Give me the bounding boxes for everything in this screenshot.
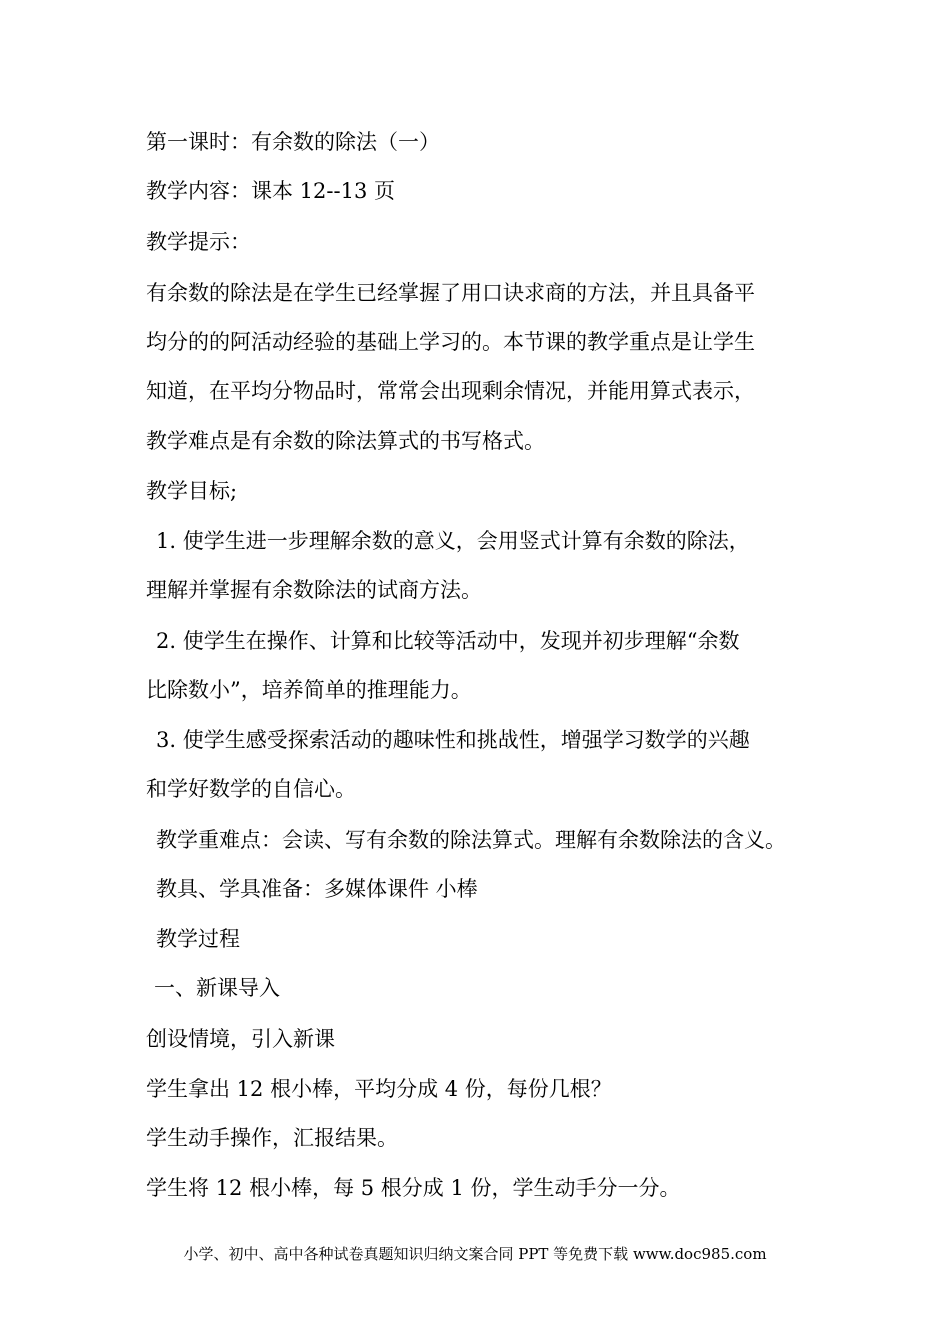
goal-item: 3. 使学生感受探索活动的趣味性和挑战性，增强学习数学的兴趣 [156,728,750,752]
goal-item-continued: 理解并掌握有余数除法的试商方法。 [146,578,482,602]
goal-item: 1. 使学生进一步理解余数的意义，会用竖式计算有余数的除法， [156,529,750,553]
paragraph-line: 学生拿出 12 根小棒，平均分成 4 份，每份几根？ [146,1077,612,1101]
goal-item: 2. 使学生在操作、计算和比较等活动中，发现并初步理解“余数 [156,629,740,653]
paragraph-line: 有余数的除法是在学生已经掌握了用口诀求商的方法，并且具备平 [146,281,755,305]
key-points: 教学重难点：会读、写有余数的除法算式。理解有余数除法的含义。 [156,828,786,852]
materials: 教具、学具准备：多媒体课件 小棒 [156,877,478,901]
teaching-content: 教学内容：课本 12--13 页 [146,179,395,203]
paragraph-line: 学生动手操作，汇报结果。 [146,1126,398,1150]
process-heading: 教学过程 [156,927,240,951]
teaching-tips-heading: 教学提示： [146,230,251,254]
paragraph-line: 创设情境，引入新课 [146,1027,335,1051]
section-heading: 一、新课导入 [154,976,280,1000]
paragraph-line: 学生将 12 根小棒，每 5 根分成 1 份，学生动手分一分。 [146,1176,681,1200]
lesson-title: 第一课时：有余数的除法（一） [146,130,440,154]
goal-item-continued: 比除数小”，培养简单的推理能力。 [146,678,472,702]
paragraph-line: 教学难点是有余数的除法算式的书写格式。 [146,429,545,453]
paragraph-line: 均分的的阿活动经验的基础上学习的。本节课的教学重点是让学生 [146,330,755,354]
goals-heading: 教学目标; [146,479,238,503]
paragraph-line: 知道，在平均分物品时，常常会出现剩余情况，并能用算式表示， [146,379,755,403]
page-footer: 小学、初中、高中各种试卷真题知识归纳文案合同 PPT 等免费下载 www.doc985.com [183,1245,767,1263]
goal-item-continued: 和学好数学的自信心。 [146,777,356,801]
